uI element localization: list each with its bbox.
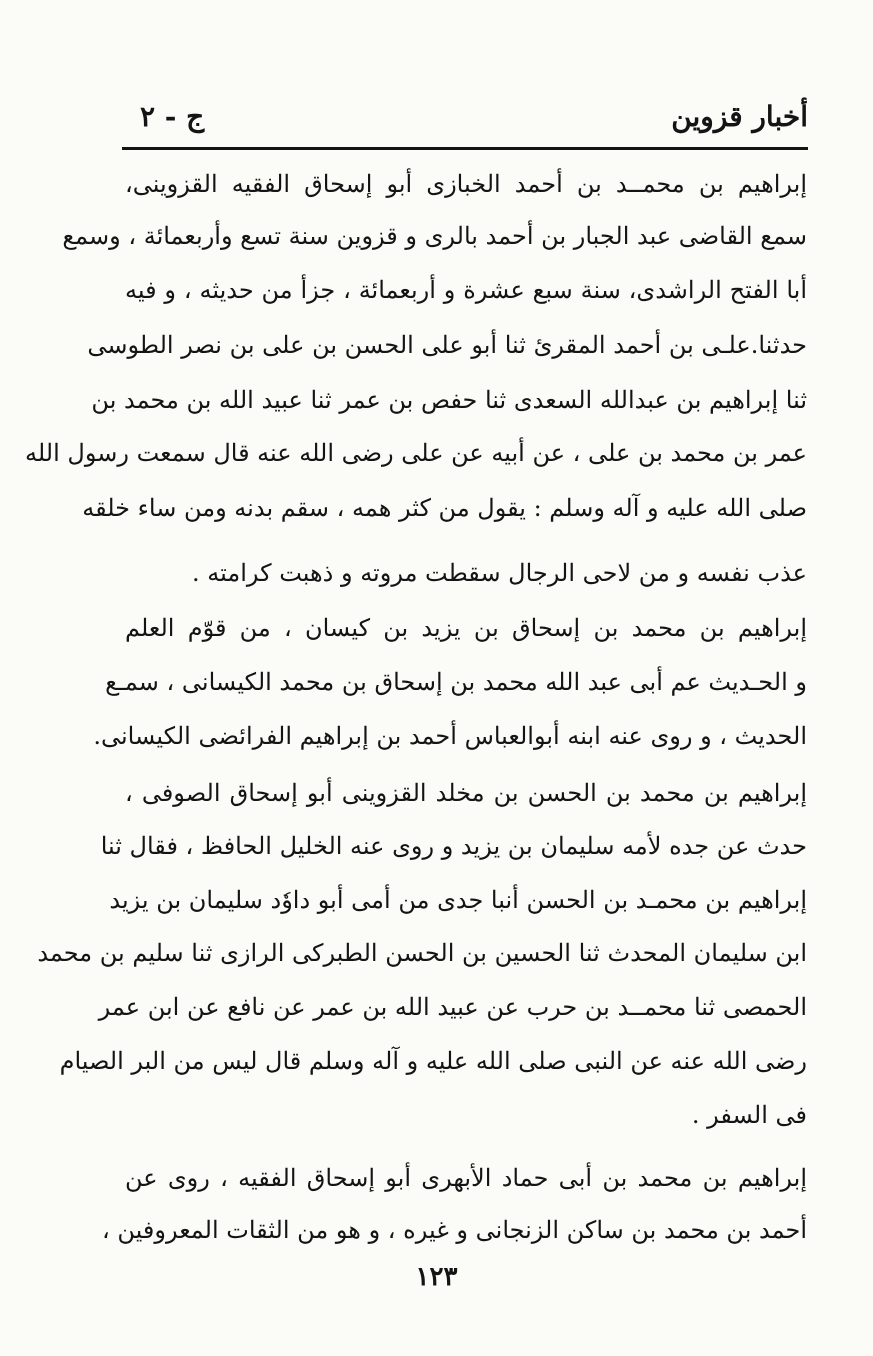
- text-line: الحمصى ثنا محمــد بن حرب عن عبيد الله بن عمر عن نافع عن ابن عمر: [98, 993, 807, 1021]
- text-line: عمر بن محمد بن على ، عن أبيه عن على رضى الله عنه قال سمعت رسول الله: [24, 439, 807, 467]
- book-title: أخبار قزوين: [671, 100, 808, 133]
- text-line: سمع القاضى عبد الجبار بن أحمد بالرى و قزوين سنة تسع وأربعمائة ، وسمع: [62, 222, 807, 250]
- page-number: ١٢٣: [415, 1262, 458, 1292]
- text-line: إبراهيم بن محمد بن الحسن بن مخلد القزوينى أبو إسحاق الصوفى ،: [125, 779, 807, 807]
- text-line: و الحـديث عم أبى عبد الله محمد بن إسحاق بن محمد الكيسانى ، سمـع: [105, 668, 807, 696]
- text-line: إبراهيم بن محمـد بن الحسن أنبا جدى من أمى أبو داوٗد سليمان بن يزيد: [109, 886, 807, 914]
- text-line: فى السفر .: [691, 1101, 807, 1129]
- running-header: [122, 98, 808, 148]
- volume-label: ج - ٢: [140, 100, 205, 133]
- text-line: إبراهيم بن محمد بن إسحاق بن يزيد بن كيسان ، من قوّم العلم: [125, 614, 807, 642]
- text-line: صلى الله عليه و آله وسلم : يقول من كثر همه ، سقم بدنه ومن ساء خلقه: [82, 494, 807, 522]
- text-line: الحديث ، و روى عنه ابنه أبوالعباس أحمد بن إبراهيم الفرائضى الكيسانى.: [93, 722, 807, 750]
- text-line: ثنا إبراهيم بن عبدالله السعدى ثنا حفص بن عمر ثنا عبيد الله بن محمد بن: [91, 386, 807, 414]
- text-line: ابن سليمان المحدث ثنا الحسين بن الحسن الطبركى الرازى ثنا سليم بن محمد: [37, 939, 807, 967]
- header-rule: [122, 147, 808, 150]
- text-line: إبراهيم بن محمــد بن أحمد الخبازى أبو إسحاق الفقيه القزوينى،: [125, 170, 807, 198]
- text-line: عذب نفسه و من لاحى الرجال سقطت مروته و ذهبت كرامته .: [192, 559, 807, 587]
- text-line: أبا الفتح الراشدى، سنة سبع عشرة و أربعمائة ، جزأ من حديثه ، و فيه: [125, 276, 807, 304]
- text-line: حدث عن جده لأمه سليمان بن يزيد و روى عنه الخليل الحافظ ، فقال ثنا: [100, 832, 807, 860]
- text-line: حدثنا.علـى بن أحمد المقرئ ثنا أبو على الحسن بن على بن نصر الطوسى: [87, 331, 807, 359]
- text-line: أحمد بن محمد بن ساكن الزنجانى و غيره ، و هو من الثقات المعروفين ،: [102, 1216, 807, 1244]
- text-line: رضى الله عنه عن النبى صلى الله عليه و آله وسلم قال ليس من البر الصيام: [59, 1047, 807, 1075]
- text-line: إبراهيم بن محمد بن أبى حماد الأبهرى أبو إسحاق الفقيه ، روى عن: [125, 1164, 807, 1192]
